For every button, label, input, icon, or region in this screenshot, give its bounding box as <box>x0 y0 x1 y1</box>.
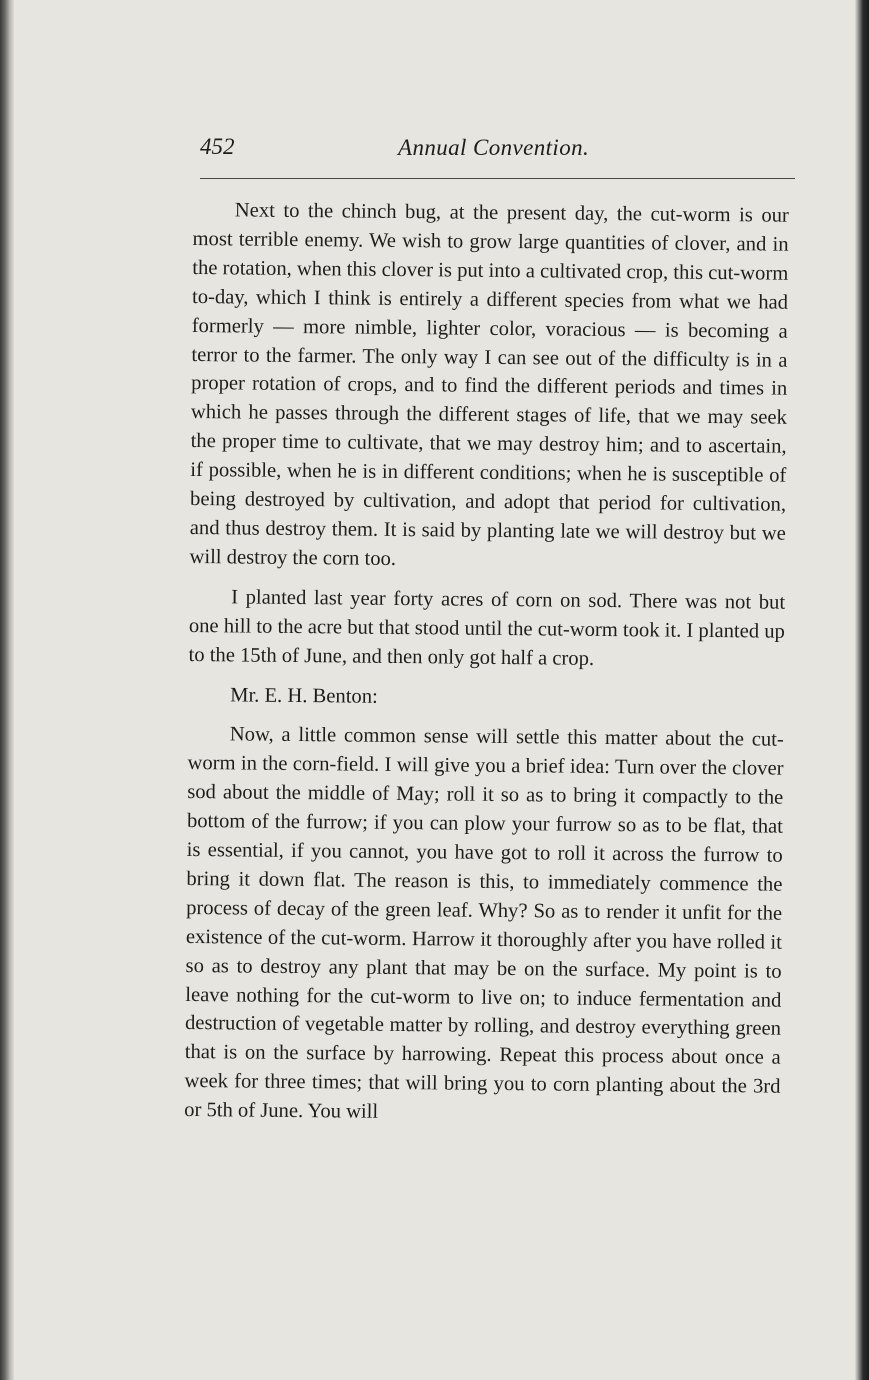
header-rule <box>200 178 795 179</box>
body-text <box>184 196 789 1131</box>
running-title: Annual Convention. <box>398 135 590 160</box>
page-number: 452 <box>200 134 235 159</box>
speaker-name: Mr. E. H. Benton: <box>230 683 378 708</box>
paragraph-planted-last-year: I planted last year forty acres of corn on sod. There was not but one hill to the acre but that stood until the cut-worm took it. I planted up to the 15th of June, and then only got half a crop. <box>188 586 786 670</box>
page-header <box>200 134 795 164</box>
paragraph-benton-advice: Now, a little common sense will settle this matter about the cut-worm in the corn-field. I will give you a brief idea: Turn over the clover sod about the middle of May; roll it so as to bring it compactly to the bottom of the furrow; if you can plow your furrow so as to be flat, that is essential, if you cannot, you have got to roll it across the furrow to bring it down flat. The reason is this, to immediately commence the process of decay of the green leaf. Why? So as to render it unfit for the existence of the cut-worm. Harrow it thoroughly after you have rolled it so as to destroy any plant that may be on the surface. My point is to leave nothing for the cut-worm to live on; to induce fermentation and destruction of vegetable matter by rolling, and destroy everything green that is on the surface by harrowing. Repeat this process about once a week for three times; that will bring you to corn planting about the 3rd or 5th of June. You will <box>184 723 784 1124</box>
paragraph-cut-worm-enemy: Next to the chinch bug, at the present day, the cut-worm is our most terrible enemy. We wish to grow large quantities of clover, and in the rotation, when this clover is put into a cultivated crop, this cut-worm to-day, which I think is entirely a different species from what we had formerly — more nimble, lighter color, voracious — is becoming a terror to the farmer. The only way I can see out of the difficulty is in a proper rotation of crops, and to find the different periods and times in which he passes through the different stages of life, that we may seek the proper time to cultivate, that we may destroy him; and to ascertain, if possible, when he is in different conditions; when he is susceptible of being destroyed by cultivation, and adopt that period for cultivation, and thus destroy them. It is said by planting late we will destroy but we will destroy the corn too. <box>189 199 789 570</box>
